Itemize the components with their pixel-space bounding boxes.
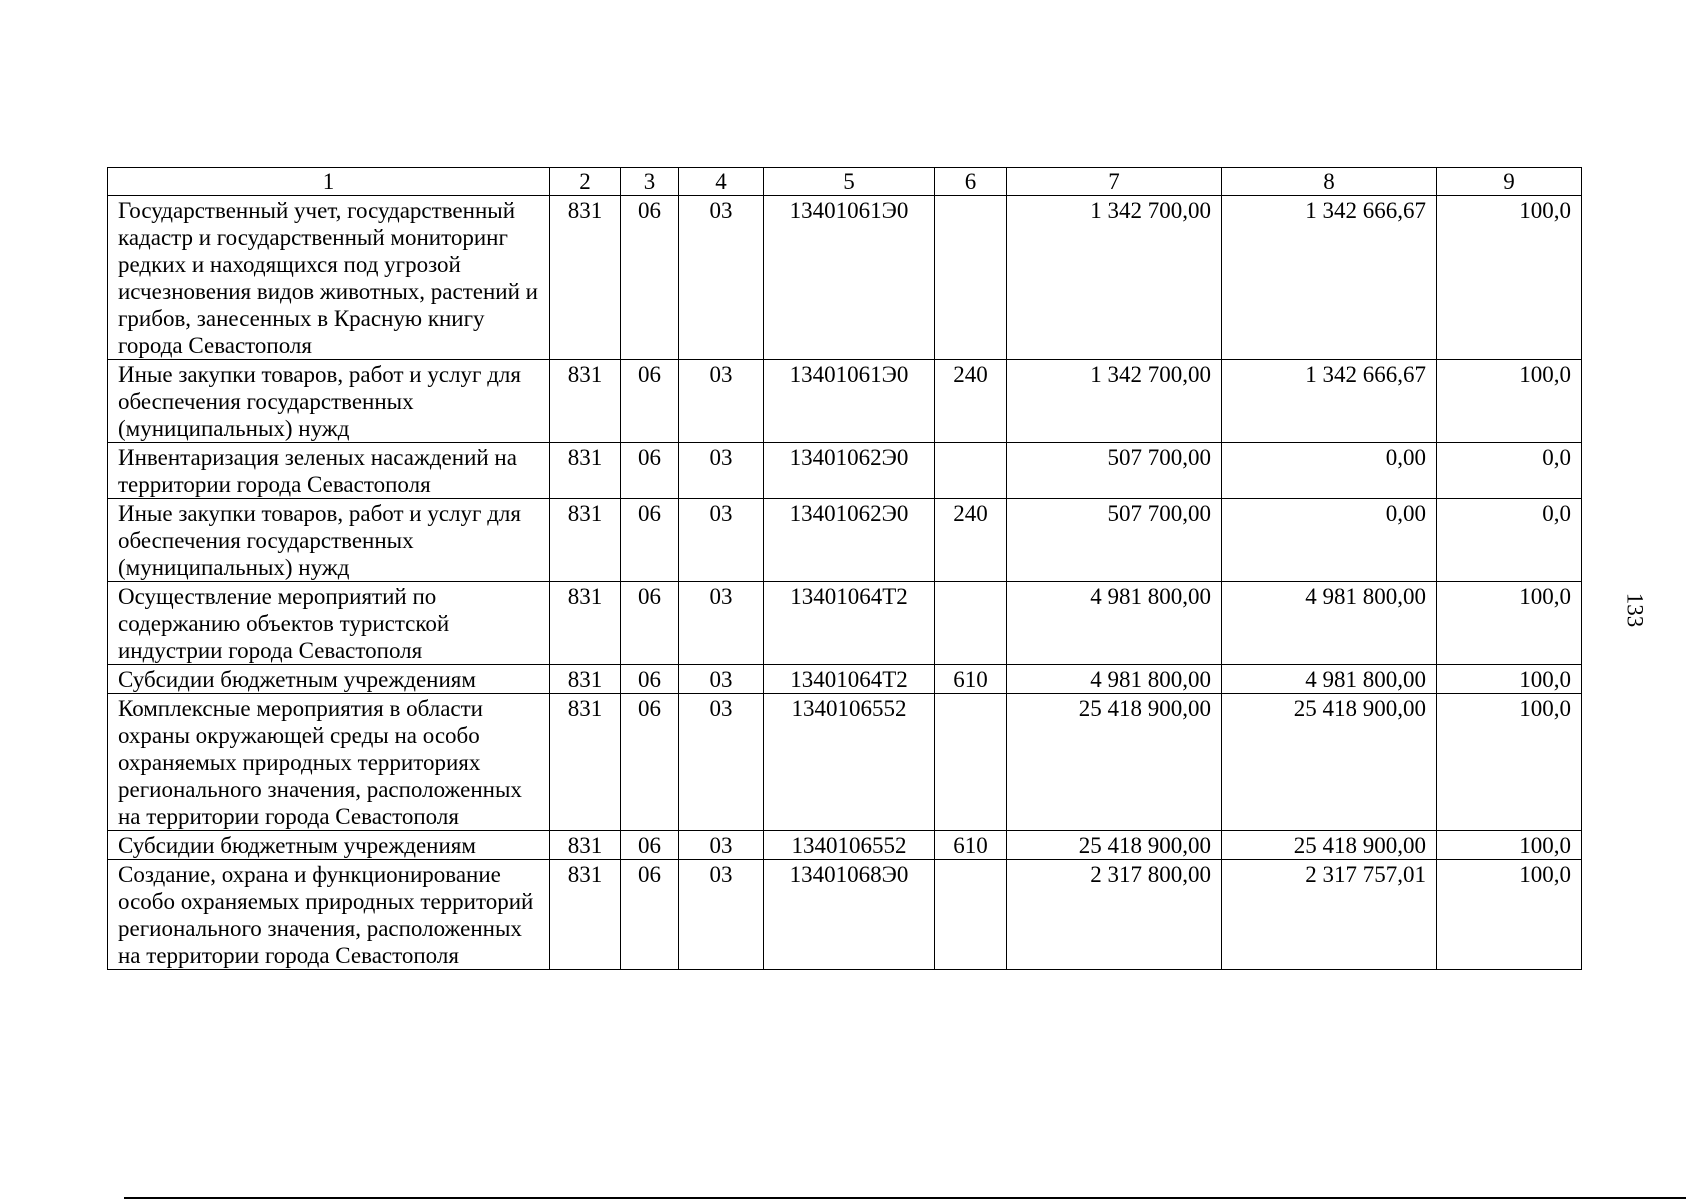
cell-amount-8: 4 981 800,00: [1222, 665, 1437, 694]
column-header-1: 1: [108, 168, 550, 196]
cell-amount-7: 507 700,00: [1007, 443, 1222, 499]
table-row: [108, 694, 1582, 831]
table-row: [108, 499, 1582, 582]
cell-code-4: 03: [679, 582, 764, 665]
cell-code-3: 06: [621, 582, 679, 665]
cell-code-4: 03: [679, 443, 764, 499]
table-row: [108, 860, 1582, 970]
cell-code-5: 1340106552: [764, 694, 935, 831]
column-header-3: 3: [621, 168, 679, 196]
cell-percent-9: 0,0: [1437, 443, 1582, 499]
cell-code-4: 03: [679, 499, 764, 582]
column-header-2: 2: [550, 168, 621, 196]
cell-code-6: 610: [935, 831, 1007, 860]
cell-code-5: 13401062Э0: [764, 499, 935, 582]
table-row: [108, 665, 1582, 694]
table-row: [108, 196, 1582, 360]
cell-description: Субсидии бюджетным учреждениям: [108, 831, 550, 860]
cell-code-3: 06: [621, 665, 679, 694]
cell-code-4: 03: [679, 860, 764, 970]
cell-amount-8: 4 981 800,00: [1222, 582, 1437, 665]
cell-code-3: 06: [621, 694, 679, 831]
page-number: 133: [1622, 592, 1648, 628]
cell-amount-8: 25 418 900,00: [1222, 831, 1437, 860]
cell-code-3: 06: [621, 499, 679, 582]
cell-code-3: 06: [621, 360, 679, 443]
cell-code-2: 831: [550, 831, 621, 860]
cell-amount-7: 2 317 800,00: [1007, 860, 1222, 970]
table-row: [108, 582, 1582, 665]
cell-code-2: 831: [550, 499, 621, 582]
cell-description: Иные закупки товаров, работ и услуг для обеспечения государственных (муниципальных) нужд: [108, 499, 550, 582]
column-header-7: 7: [1007, 168, 1222, 196]
cell-code-5: 13401068Э0: [764, 860, 935, 970]
cell-code-6: 240: [935, 360, 1007, 443]
cell-amount-8: 25 418 900,00: [1222, 694, 1437, 831]
cell-percent-9: 100,0: [1437, 360, 1582, 443]
cell-description: Субсидии бюджетным учреждениям: [108, 665, 550, 694]
column-header-6: 6: [935, 168, 1007, 196]
cell-code-2: 831: [550, 665, 621, 694]
cell-code-2: 831: [550, 360, 621, 443]
table-body: [108, 196, 1582, 970]
cell-code-3: 06: [621, 196, 679, 360]
table-row: [108, 443, 1582, 499]
cell-code-6: [935, 196, 1007, 360]
cell-amount-7: 4 981 800,00: [1007, 582, 1222, 665]
column-header-8: 8: [1222, 168, 1437, 196]
cell-description: Государственный учет, государственный кадастр и государственный мониторинг редких и находящихся под угрозой исчезновения видов животных, растений и грибов, занесенных в Красную книгу города Севастополя: [108, 196, 550, 360]
cell-code-6: 240: [935, 499, 1007, 582]
cell-code-6: [935, 694, 1007, 831]
cell-amount-8: 0,00: [1222, 499, 1437, 582]
cell-description: Комплексные мероприятия в области охраны окружающей среды на особо охраняемых природных территориях регионального значения, расположенных на территории города Севастополя: [108, 694, 550, 831]
cell-description: Осуществление мероприятий по содержанию объектов туристской индустрии города Севастополя: [108, 582, 550, 665]
cell-code-5: 1340106552: [764, 831, 935, 860]
bottom-rule: [124, 1197, 1686, 1199]
cell-amount-7: 1 342 700,00: [1007, 196, 1222, 360]
budget-table: [107, 167, 1582, 970]
column-header-5: 5: [764, 168, 935, 196]
cell-amount-7: 507 700,00: [1007, 499, 1222, 582]
cell-amount-7: 1 342 700,00: [1007, 360, 1222, 443]
cell-code-3: 06: [621, 831, 679, 860]
column-header-9: 9: [1437, 168, 1582, 196]
cell-code-5: 13401062Э0: [764, 443, 935, 499]
cell-code-6: 610: [935, 665, 1007, 694]
table-row: [108, 831, 1582, 860]
cell-amount-7: 4 981 800,00: [1007, 665, 1222, 694]
cell-description: Инвентаризация зеленых насаждений на территории города Севастополя: [108, 443, 550, 499]
column-header-4: 4: [679, 168, 764, 196]
cell-percent-9: 100,0: [1437, 860, 1582, 970]
cell-code-5: 13401061Э0: [764, 360, 935, 443]
cell-code-4: 03: [679, 694, 764, 831]
cell-code-2: 831: [550, 694, 621, 831]
cell-amount-7: 25 418 900,00: [1007, 694, 1222, 831]
cell-description: Создание, охрана и функционирование особо охраняемых природных территорий регионального значения, расположенных на территории города Севастополя: [108, 860, 550, 970]
cell-code-5: 13401064Т2: [764, 665, 935, 694]
cell-percent-9: 100,0: [1437, 196, 1582, 360]
cell-percent-9: 100,0: [1437, 694, 1582, 831]
header-row: [108, 168, 1582, 196]
cell-code-6: [935, 443, 1007, 499]
cell-percent-9: 100,0: [1437, 582, 1582, 665]
cell-code-4: 03: [679, 360, 764, 443]
cell-code-2: 831: [550, 196, 621, 360]
cell-code-3: 06: [621, 443, 679, 499]
cell-amount-8: 1 342 666,67: [1222, 196, 1437, 360]
cell-code-4: 03: [679, 831, 764, 860]
cell-description: Иные закупки товаров, работ и услуг для обеспечения государственных (муниципальных) нужд: [108, 360, 550, 443]
cell-code-2: 831: [550, 582, 621, 665]
cell-amount-7: 25 418 900,00: [1007, 831, 1222, 860]
cell-code-4: 03: [679, 665, 764, 694]
cell-code-6: [935, 860, 1007, 970]
cell-code-2: 831: [550, 860, 621, 970]
cell-percent-9: 0,0: [1437, 499, 1582, 582]
cell-code-5: 13401061Э0: [764, 196, 935, 360]
table-row: [108, 360, 1582, 443]
cell-amount-8: 1 342 666,67: [1222, 360, 1437, 443]
cell-code-3: 06: [621, 860, 679, 970]
cell-amount-8: 0,00: [1222, 443, 1437, 499]
cell-code-4: 03: [679, 196, 764, 360]
cell-code-5: 13401064Т2: [764, 582, 935, 665]
cell-percent-9: 100,0: [1437, 831, 1582, 860]
cell-amount-8: 2 317 757,01: [1222, 860, 1437, 970]
cell-percent-9: 100,0: [1437, 665, 1582, 694]
cell-code-6: [935, 582, 1007, 665]
cell-code-2: 831: [550, 443, 621, 499]
